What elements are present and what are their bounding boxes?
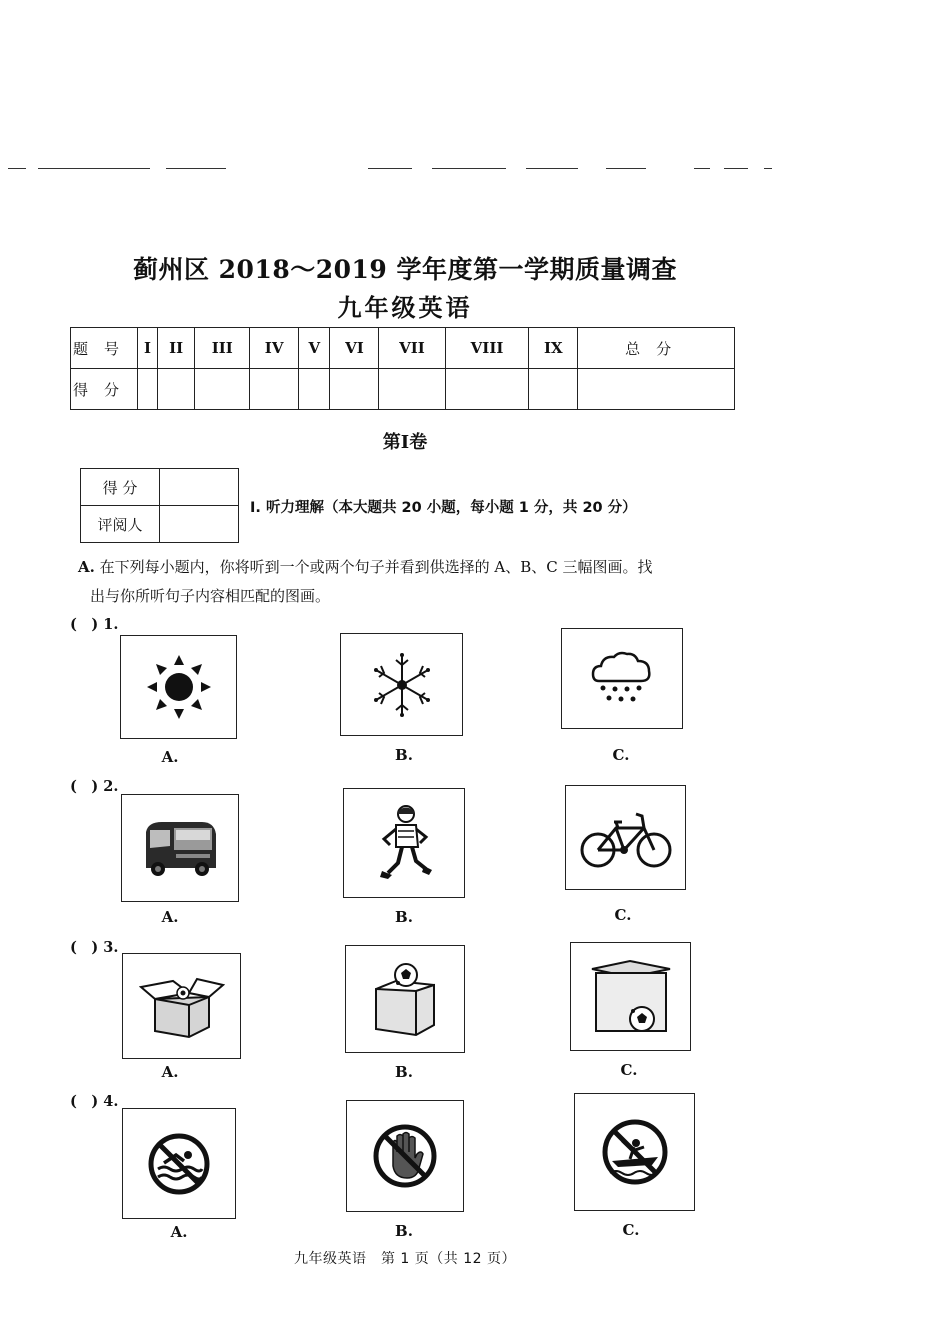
grader-reviewer-label: 评阅人 [81,506,160,543]
exam-title: 蓟州区 2018～2019 学年度第一学期质量调查 [132,255,678,284]
option-image-3c[interactable] [570,942,691,1051]
option-letter: A. [161,908,179,926]
cut-line-segment [724,168,748,169]
cut-line-segment [166,168,226,169]
option-image-3a[interactable] [122,953,241,1059]
section-title: Ⅰ. 听力理解（本大题共 20 小题，每小题 1 分，共 20 分） [250,500,637,516]
option-image-1b[interactable] [340,633,463,736]
cut-line-segment [432,168,506,169]
option-letter: C. [614,906,632,924]
no-touching-icon [371,1122,439,1190]
option-letter: C. [622,1221,640,1239]
question-number[interactable]: ( ) 4. [70,1093,119,1110]
column-header: VIII [445,328,529,369]
no-swimming-icon [146,1131,212,1197]
instruction [78,553,738,611]
option-letter: C. [620,1061,638,1079]
instruction-line1: 在下列每小题内，你将听到一个或两个句子并看到供选择的 A、B、C 三幅图画。找 [99,558,653,576]
option-letter: B. [395,1222,413,1240]
option-letter: A. [161,748,179,766]
score-cell[interactable] [138,369,158,410]
option-letter: A. [161,1063,179,1081]
volume-heading: 第Ⅰ卷 [382,432,428,453]
score-cell[interactable] [250,369,299,410]
option-image-3b[interactable] [345,945,465,1053]
option-letter: B. [395,1063,413,1081]
cut-line-segment [606,168,646,169]
ball-in-box-icon [139,973,225,1039]
cut-line-segment [764,168,772,169]
score-cell-total[interactable] [578,369,735,410]
row-label-score: 得分 [71,369,138,410]
column-header: III [195,328,250,369]
bicycle-icon [578,806,674,870]
score-cell[interactable] [330,369,379,410]
sun-icon [144,652,214,722]
option-image-1c[interactable] [561,628,683,729]
score-cell[interactable] [445,369,529,410]
question-number[interactable]: ( ) 2. [70,778,119,795]
column-header: IV [250,328,299,369]
score-table-header-row [71,328,735,369]
option-image-2c[interactable] [565,785,686,890]
column-header: V [299,328,330,369]
score-cell[interactable] [379,369,445,410]
option-letter: C. [612,746,630,764]
grader-reviewer-cell[interactable] [160,506,239,543]
no-boating-icon [600,1117,670,1187]
score-cell[interactable] [195,369,250,410]
column-header: II [157,328,194,369]
option-letter: A. [170,1223,188,1241]
instruction-prefix: A. [78,558,95,576]
question-number[interactable]: ( ) 3. [70,939,119,956]
column-header: VII [379,328,445,369]
question-number[interactable]: ( ) 1. [70,616,119,633]
option-image-4b[interactable] [346,1100,464,1212]
bus-icon [140,816,220,880]
score-table-score-row [71,369,735,410]
option-letter: B. [395,908,413,926]
score-cell[interactable] [157,369,194,410]
option-image-2b[interactable] [343,788,465,898]
column-header-total: 总分 [578,328,735,369]
option-image-2a[interactable] [121,794,239,902]
option-image-4a[interactable] [122,1108,236,1219]
score-cell[interactable] [299,369,330,410]
score-table [70,327,735,410]
instruction-line2: 出与你所听句子内容相匹配的图画。 [90,587,331,605]
row-label-question-number: 题号 [71,328,138,369]
running-boy-icon [374,803,434,883]
cut-line-segment [38,168,150,169]
cut-line-segment [526,168,578,169]
ball-under-box-icon [588,959,674,1035]
rain-cloud-icon [589,651,655,707]
option-image-1a[interactable] [120,635,237,739]
cut-line-segment [368,168,412,169]
grader-score-cell[interactable] [160,469,239,506]
cut-line-segment [694,168,710,169]
cut-line-segment [8,168,26,169]
column-header: IX [529,328,578,369]
page-footer: 九年级英语 第 1 页（共 12 页） [293,1251,517,1267]
exam-subtitle: 九年级英语 [337,293,473,322]
score-cell[interactable] [529,369,578,410]
column-header: I [138,328,158,369]
grader-score-label: 得 分 [81,469,160,506]
option-image-4c[interactable] [574,1093,695,1211]
grader-box [80,468,239,543]
ball-on-box-icon [370,961,440,1037]
option-letter: B. [395,746,413,764]
snowflake-icon [369,652,435,718]
column-header: VI [330,328,379,369]
